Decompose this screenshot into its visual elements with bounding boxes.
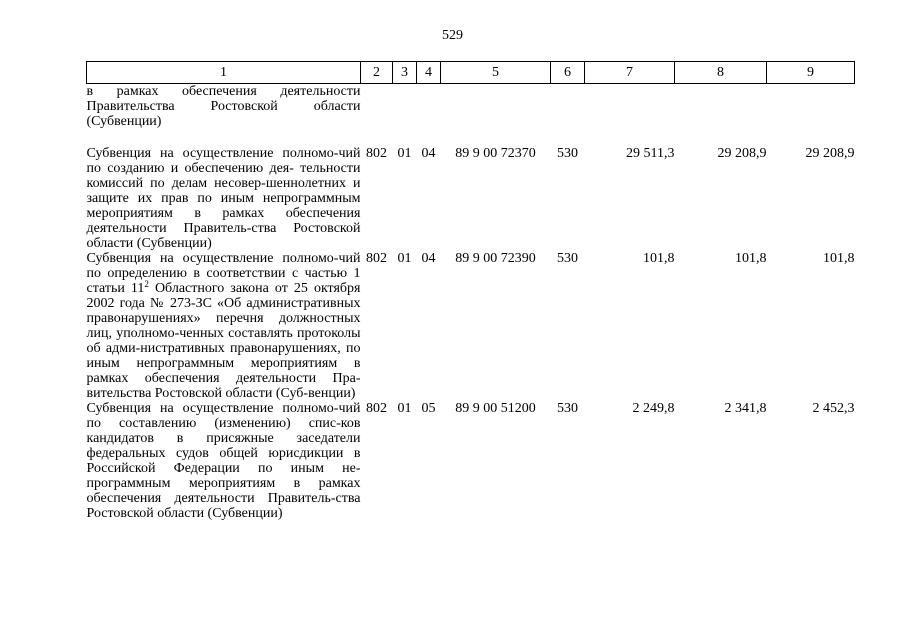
col-header-amount-3: 9 [767,62,855,84]
row-subsection [417,84,441,147]
header-row [87,62,855,84]
col-header-grbs: 2 [361,62,393,84]
col-header-amount-2: 8 [675,62,767,84]
page-number: 529 [442,28,463,43]
row-amount-2: 2 341,8 [724,401,767,416]
superscript: 2 [144,279,149,289]
col-header-amount-1: 7 [585,62,675,84]
row-expense-type [551,84,585,147]
row-target-article: 89 9 00 51200 [455,401,536,416]
col-header-expense-type: 6 [551,62,585,84]
row-amount-1: 101,8 [643,251,675,266]
row-grbs: 802 [366,401,387,416]
row-amount-3: 2 452,3 [812,401,855,416]
row-expense-type: 530 [557,401,578,416]
row-subsection: 04 [421,251,436,266]
row-grbs: 802 [366,146,387,161]
row-amount-3: 101,8 [823,251,855,266]
row-target-article: 89 9 00 72390 [455,251,536,266]
col-header-subsection: 4 [417,62,441,84]
row-amount-1: 29 511,3 [626,146,675,161]
row-description: Субвенция на осуществление полномо-чий по составлению (изменению) спис-ков кандидатов в присяжные заседатели федеральных судов общей юрисдикции в Российской Федерации по иным не-программным мероприятиям в рамках обеспечения деятельности Правитель-ства Ростовской области (Субвенции) [86,401,361,521]
row-section: 01 [397,146,412,161]
row-description: Субвенция на осуществление полномо-чий по определению в соответствии с частью 1 статьи $11^2$ Областного закона от 25 октября 2002 года № 273-ЗС «Об административных правонарушениях» перечня должностных лиц, уполномо-ченных составлять протоколы об адми-нистративных правонарушениях, по иным непрограммным мероприятиям в рамках обеспечения деятельности Пра-вительства Ростовской области (Суб-венции) [86,251,361,401]
table-row [87,251,855,401]
row-grbs: 802 [366,251,387,266]
row-amount-2 [675,84,767,147]
row-target-article: 89 9 00 72370 [455,146,536,161]
row-section: 01 [397,251,412,266]
row-section: 01 [397,401,412,416]
row-amount-1 [585,84,675,147]
row-amount-1: 2 249,8 [632,401,675,416]
budget-table [86,61,855,521]
row-subsection: 04 [421,146,436,161]
row-expense-type: 530 [557,146,578,161]
row-description: в рамках обеспечения деятельности Правительства Ростовской области (Субвенции) [86,84,361,129]
row-amount-3: 29 208,9 [805,146,855,161]
row-grbs [361,84,393,147]
row-description: Субвенция на осуществление полномо-чий по созданию и обеспечению дея- тельности комиссий по делам несовер-шеннолетних и защите их прав по иным непрограммным мероприятиям в рамках обеспечения деятельности Правитель-ства Ростовской области (Субвенции) [86,146,361,251]
table-row [87,84,855,147]
col-header-section: 3 [393,62,417,84]
table-row [87,401,855,521]
row-section [393,84,417,147]
row-amount-3 [767,84,855,147]
row-amount-2: 29 208,9 [717,146,767,161]
table-row [87,146,855,251]
row-amount-2: 101,8 [735,251,767,266]
row-target-article [441,84,551,147]
col-header-target-article: 5 [441,62,551,84]
col-header-description: 1 [87,62,361,84]
row-subsection: 05 [421,401,436,416]
row-expense-type: 530 [557,251,578,266]
